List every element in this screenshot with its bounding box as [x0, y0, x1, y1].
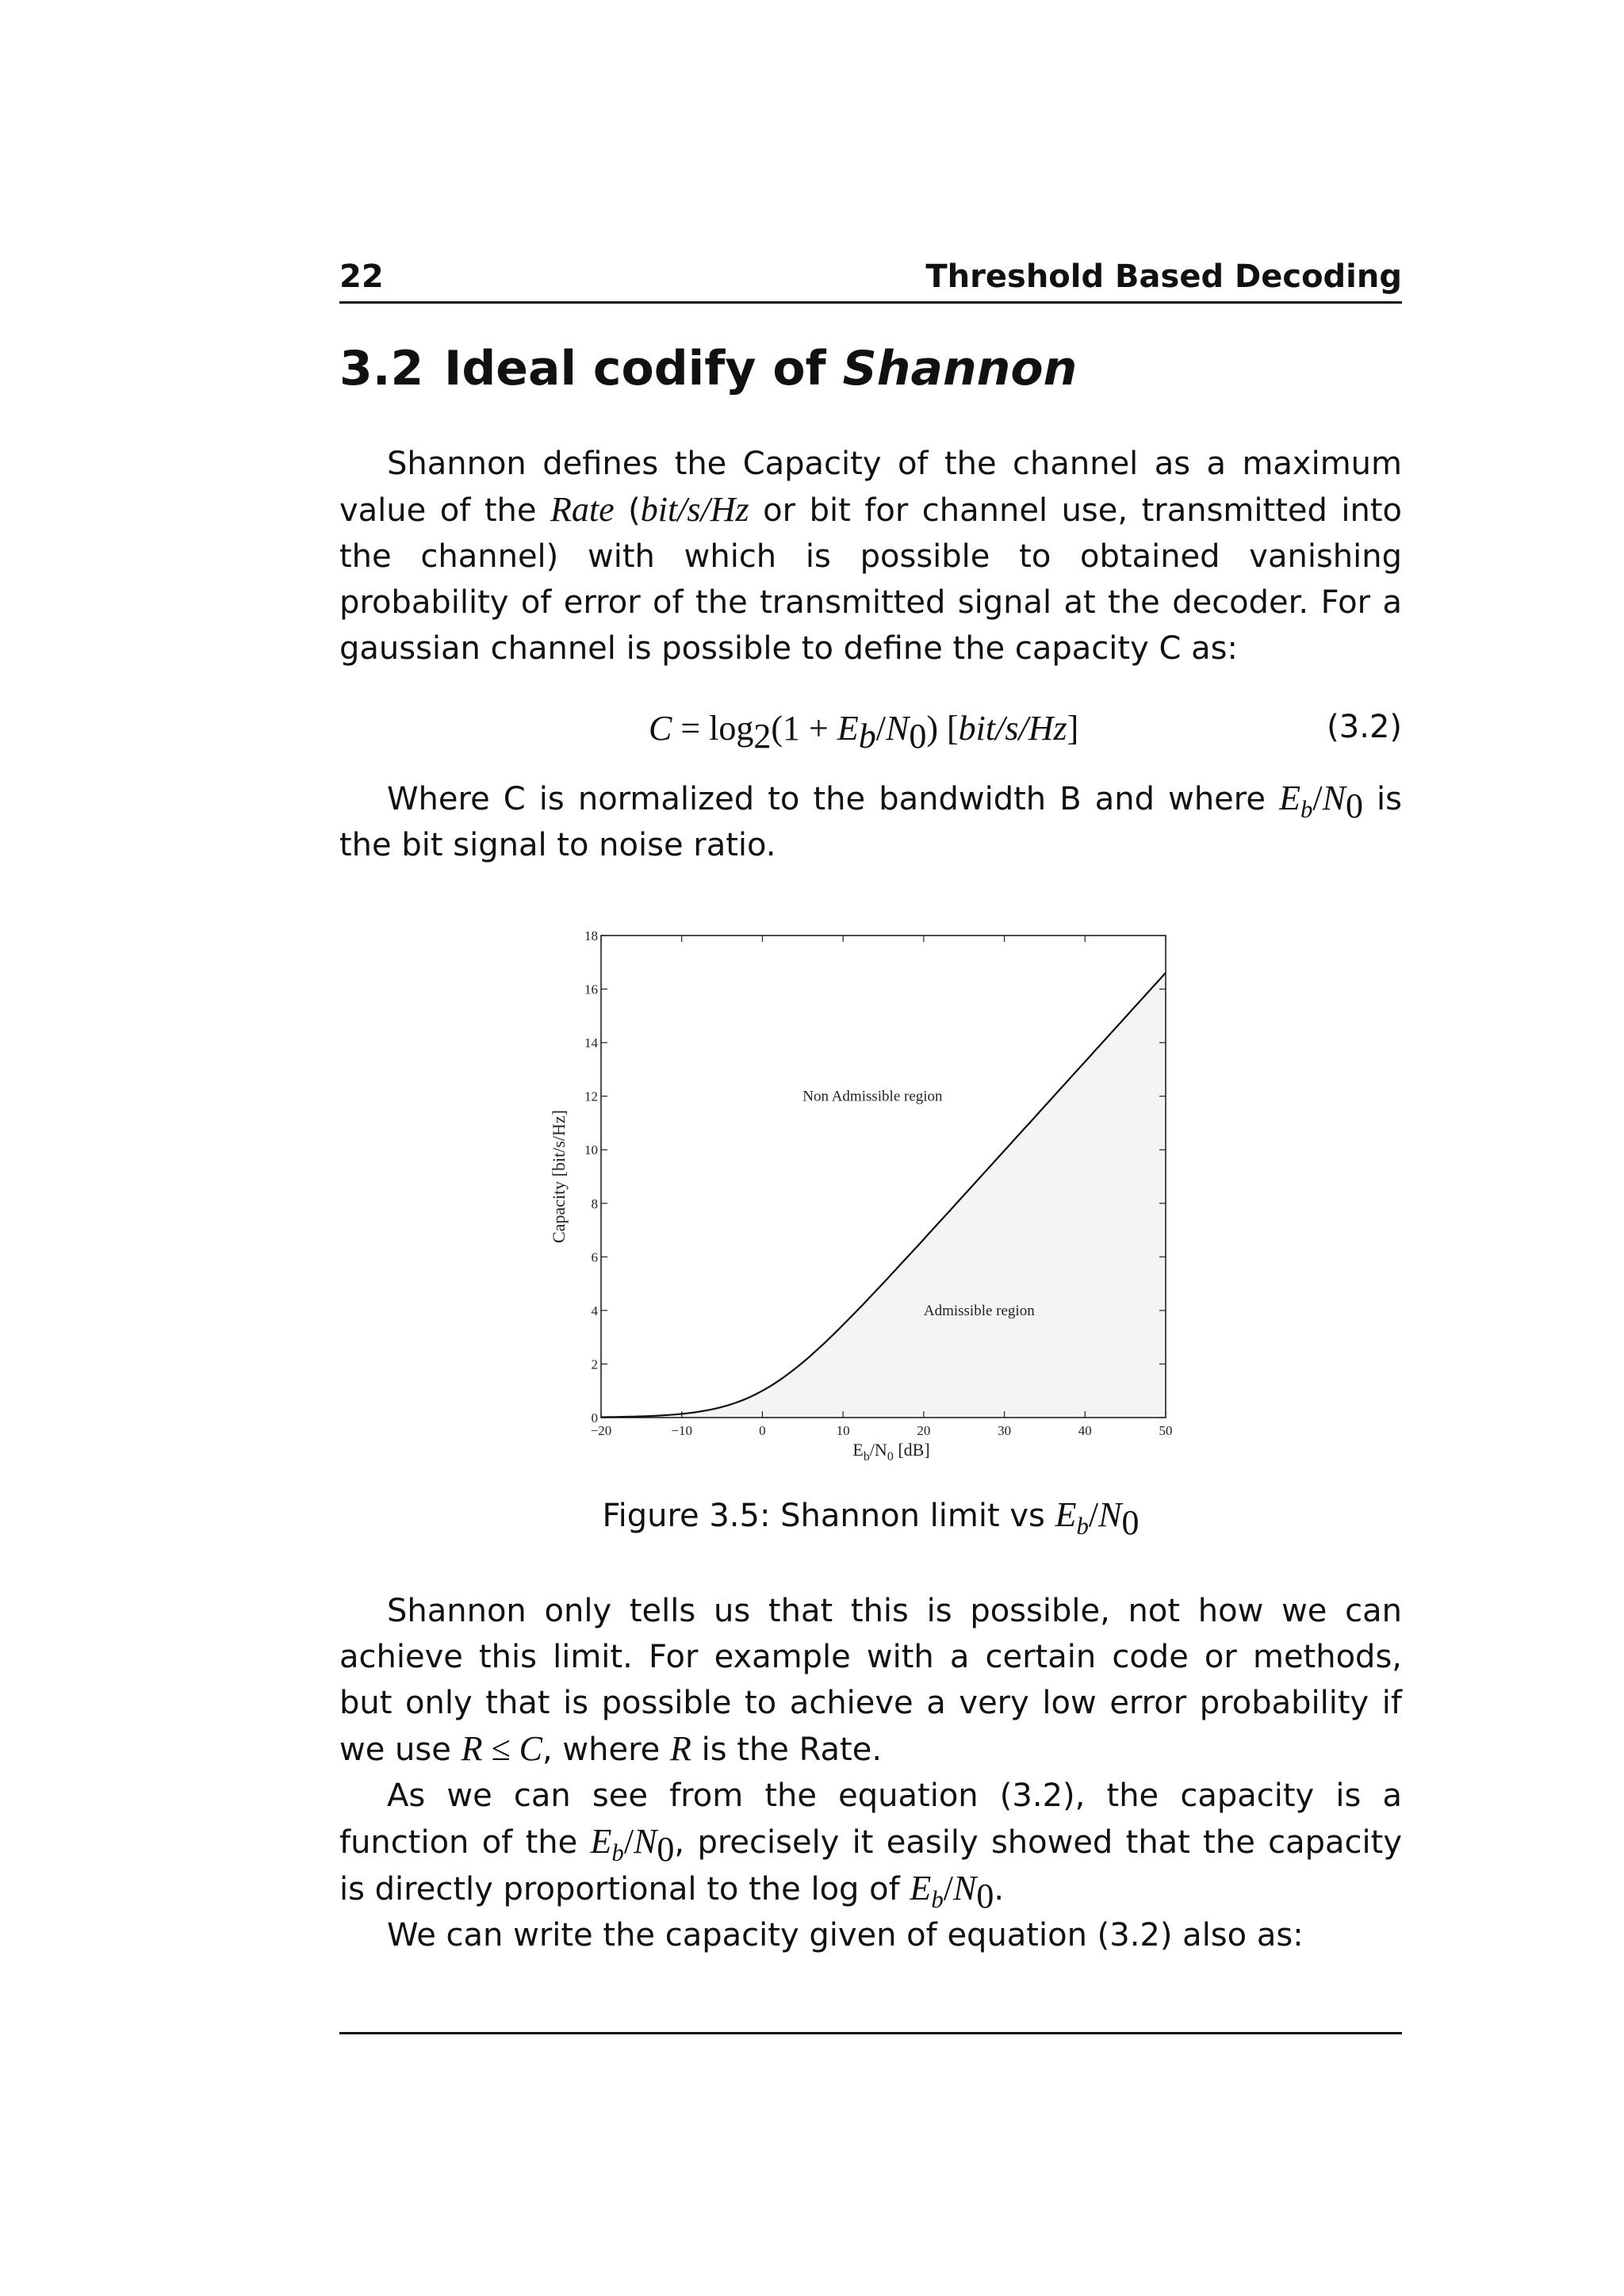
equation-3-2	[339, 706, 1402, 761]
section-title: Ideal codify of	[444, 341, 843, 396]
y-tick-label: 18	[584, 928, 598, 943]
math-unit: bit/s/Hz	[640, 490, 749, 529]
y-tick-label: 14	[584, 1035, 598, 1051]
y-tick-label: 16	[584, 982, 598, 997]
x-tick-label: −20	[590, 1423, 612, 1438]
para1-text: Shannon defines the Capacity of the channel as a maximum value of the	[339, 446, 1402, 529]
chapter-title: Threshold Based Decoding	[925, 258, 1402, 295]
y-tick-label: 6	[591, 1249, 598, 1265]
para2-text: is the bit signal to noise ratio.	[339, 781, 1403, 863]
para3-text: Shannon only tells us that this is possible, not how we can achieve this limit. For example with a certain code or methods, but only that is possible to achieve a very low error probability if we use	[339, 1593, 1402, 1768]
y-tick-label: 2	[591, 1357, 598, 1372]
x-axis-label: $E_b/N_0$ [dB]	[852, 1440, 930, 1464]
para1-text: or bit for channel use, transmitted into the channel) with which is possible to obtained vanishing probability of error of the transmitted signal at the decoder. For a gaussian channel is possible to define the capacity C as:	[339, 492, 1403, 667]
section-heading	[339, 341, 1077, 396]
admissible-label: Admissible region	[923, 1302, 1035, 1319]
para5-text: We can write the capacity given of equation (3.2) also as:	[387, 1917, 1304, 1954]
x-tick-label: 50	[1159, 1423, 1173, 1438]
y-tick-label: 0	[591, 1410, 598, 1425]
admissible-region-fill	[601, 973, 1166, 1418]
y-tick-label: 8	[591, 1196, 598, 1211]
shannon-limit-chart	[547, 912, 1197, 1467]
x-tick-label: 20	[917, 1423, 931, 1438]
para4-text: As we can see from the equation (3.2), the capacity is a function of the	[339, 1777, 1402, 1861]
math-rate: Rate	[550, 490, 615, 529]
y-tick-label: 12	[584, 1089, 598, 1104]
caption-math: $E_b/N_0$	[1055, 1495, 1139, 1542]
x-tick-label: 10	[836, 1423, 850, 1438]
para1-text: (	[614, 492, 641, 529]
equation-body: $C = \log_2(1 + E_b/N_0)$ [bit/s/Hz]	[649, 709, 1079, 756]
para2-text: Where C is normalized to the bandwidth B and where	[387, 781, 1280, 817]
x-tick-label: 30	[998, 1423, 1012, 1438]
y-tick-label: 10	[584, 1142, 598, 1158]
page-number: 22	[339, 258, 384, 295]
footer-rule	[339, 2032, 1402, 2034]
x-tick-label: −10	[671, 1423, 693, 1438]
y-tick-label: 4	[591, 1303, 598, 1318]
section-title-italic: Shannon	[842, 341, 1078, 396]
y-axis-label: Capacity [bit/s/Hz]	[549, 1109, 569, 1244]
caption-text: Figure 3.5: Shannon limit vs	[602, 1498, 1055, 1534]
x-tick-label: 40	[1078, 1423, 1092, 1438]
math-eb-n0: $E_b/N_0$	[1279, 779, 1363, 825]
paragraph-shannon-limit: Shannon only tells us that this is possible, not how we can achieve this limit. For example with a certain code or methods, but only that is possible to achieve a very low error probability if we use R ≤ C, where R is the Rate. As we can see from the equation (3.2), the capacity is a function of the $E_b/N_0$, precisely it easily showed that the capacity is directly proportional to the log of $E_b/N_0$. We can write the capacity given of equation (3.2) also as:	[339, 1593, 1402, 1954]
x-tick-label: 0	[759, 1423, 766, 1438]
equation-number: (3.2)	[1327, 709, 1402, 745]
paragraph-normalization	[339, 775, 1402, 868]
running-head	[339, 252, 1402, 304]
non-admissible-label: Non Admissible region	[802, 1088, 943, 1105]
paragraph-capacity-definition	[339, 441, 1402, 672]
section-number: 3.2	[339, 341, 424, 396]
figure-caption	[339, 1494, 1402, 1542]
